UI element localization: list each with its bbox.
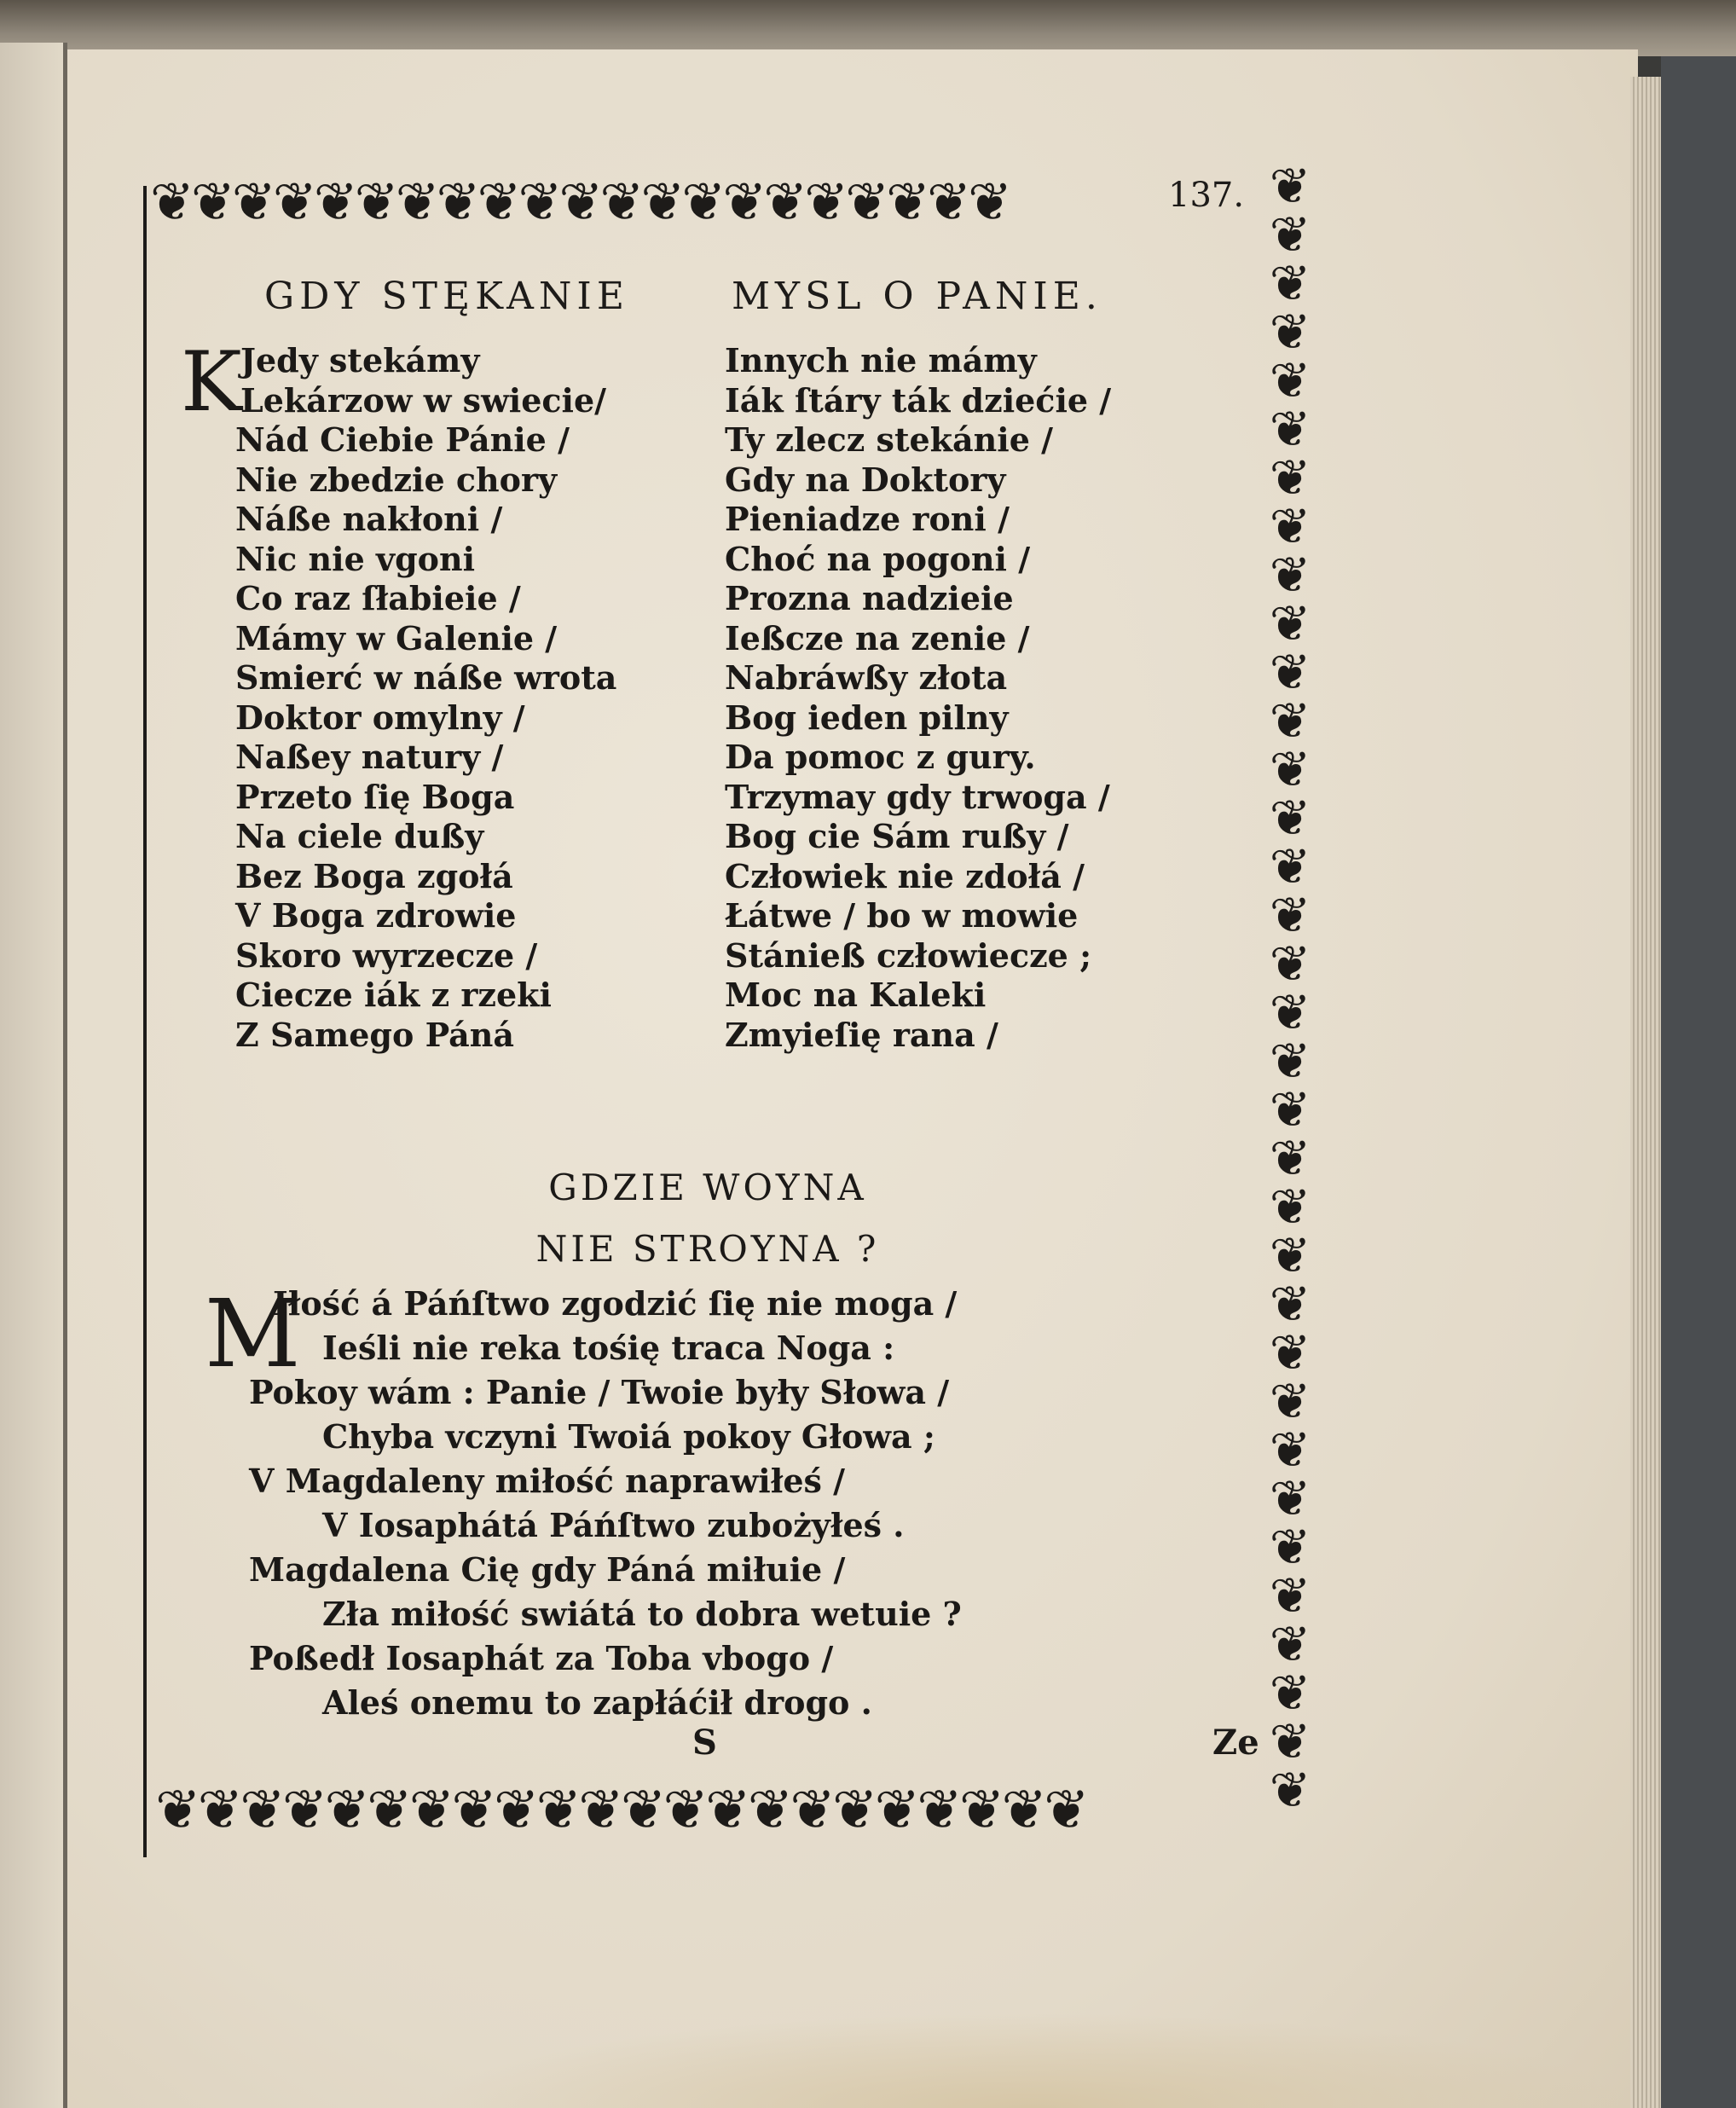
ornament-fleuron-icon: ❦ (272, 171, 314, 233)
ornament-fleuron-icon: ❦ (324, 1779, 367, 1842)
border-rule-left (143, 186, 147, 1857)
ornament-fleuron-icon: ❦ (1269, 789, 1311, 847)
ornament-fleuron-icon: ❦ (790, 1779, 832, 1842)
ornament-fleuron-icon: ❦ (620, 1779, 663, 1842)
ornament-fleuron-icon: ❦ (313, 171, 355, 233)
ornament-fleuron-icon: ❦ (1269, 449, 1311, 507)
ornament-fleuron-icon: ❦ (1269, 1712, 1311, 1770)
ornament-fleuron-icon: ❦ (1269, 1178, 1311, 1236)
poem-line: Lekárzow w swiecie/ (240, 380, 607, 420)
section2-heading-line1: GDZIE WOYNA (548, 1167, 867, 1208)
poem-line: Trzymay gdy trwoga / (725, 777, 1110, 816)
ornament-fleuron-icon: ❦ (1269, 254, 1311, 312)
ornament-fleuron-icon: ❦ (1269, 400, 1311, 458)
ornament-fleuron-icon: ❦ (1269, 303, 1311, 361)
ornament-fleuron-icon: ❦ (663, 1779, 706, 1842)
ornament-fleuron-icon: ❦ (927, 171, 969, 233)
ornament-fleuron-icon: ❦ (886, 171, 928, 233)
ornament-fleuron-icon: ❦ (1269, 1226, 1311, 1284)
ornament-fleuron-icon: ❦ (747, 1779, 790, 1842)
catchword: Ze (1212, 1723, 1259, 1763)
ornament-fleuron-icon: ❦ (231, 171, 273, 233)
ornament-fleuron-icon: ❦ (763, 171, 805, 233)
ornament-fleuron-icon: ❦ (1269, 643, 1311, 701)
ornament-fleuron-icon: ❦ (1269, 1129, 1311, 1187)
ornament-fleuron-icon: ❦ (1269, 1761, 1311, 1819)
ornament-fleuron-icon: ❦ (1269, 1615, 1311, 1673)
ornament-fleuron-icon: ❦ (558, 171, 600, 233)
poem-line: Aleś onemu to zapłáćił drogo . (322, 1683, 872, 1722)
drop-cap: K (181, 334, 242, 430)
ornament-fleuron-icon: ❦ (477, 171, 518, 233)
ornament-fleuron-icon: ❦ (535, 1779, 579, 1842)
ornament-fleuron-icon: ❦ (408, 1779, 452, 1842)
ornament-fleuron-icon: ❦ (155, 1779, 198, 1842)
ornament-fleuron-icon: ❦ (367, 1779, 409, 1842)
poem-line: Mámy w Galenie / (235, 618, 558, 657)
ornament-fleuron-icon: ❦ (705, 1779, 748, 1842)
ornament-fleuron-icon: ❦ (240, 1779, 282, 1842)
drop-cap: M (205, 1279, 301, 1388)
poem-line: Gdy na Doktory (725, 460, 1006, 499)
ornament-fleuron-icon: ❦ (1269, 546, 1311, 604)
poem-line: Prozna nadzieie (725, 579, 1014, 617)
ornament-fleuron-icon: ❦ (722, 171, 764, 233)
poem-line: Przeto ſię Boga (235, 777, 515, 816)
poem-line: Ießcze na zenie / (725, 618, 1030, 657)
poem-line: V Boga zdrowie (235, 896, 517, 935)
ornament-fleuron-icon: ❦ (1269, 1469, 1311, 1527)
poem-line: Smierć w náße wrota (235, 658, 617, 697)
poem-line: Stánieß człowiecze ; (725, 935, 1092, 975)
ornament-border-top (150, 171, 1009, 233)
ornament-fleuron-icon: ❦ (197, 1779, 240, 1842)
ornament-fleuron-icon: ❦ (1269, 837, 1311, 895)
poem-line: Zła miłość swiátá to dobra wetuie ? (322, 1595, 962, 1633)
background (1661, 56, 1736, 2108)
poem-line: Bez Boga zgołá (235, 856, 513, 895)
poem-line: Człowiek nie zdołá / (725, 856, 1085, 895)
ornament-fleuron-icon: ❦ (917, 1779, 959, 1842)
ornament-fleuron-icon: ❦ (1269, 692, 1311, 750)
ornament-border-right (1253, 157, 1327, 1819)
ornament-fleuron-icon: ❦ (1269, 1323, 1311, 1381)
poem-line: V Iosaphátá Páńſtwo zubożyłeś . (322, 1506, 905, 1544)
poem-line: Chyba vczyni Twoiá pokoy Głowa ; (322, 1417, 935, 1456)
section2-heading-line2: NIE STROYNA ? (535, 1228, 880, 1270)
poem-line: Zmyieſię rana / (725, 1015, 998, 1054)
page-stack-edge (1630, 77, 1661, 2108)
poem-line: Ieśli nie reka tośię traca Noga : (322, 1329, 895, 1367)
ornament-fleuron-icon: ❦ (1269, 886, 1311, 944)
ornament-fleuron-icon: ❦ (1269, 740, 1311, 798)
poem-line: Bog cie Sám rußy / (725, 817, 1069, 855)
poem-line: Iłość á Páńſtwo zgodzić ſię nie moga / (273, 1284, 958, 1323)
left-page-edge (0, 43, 67, 2108)
ornament-fleuron-icon: ❦ (1269, 1275, 1311, 1333)
ornament-fleuron-icon: ❦ (845, 171, 887, 233)
ornament-fleuron-icon: ❦ (281, 1779, 325, 1842)
ornament-fleuron-icon: ❦ (395, 171, 437, 233)
signature-mark: S (692, 1723, 717, 1763)
ornament-fleuron-icon: ❦ (451, 1779, 494, 1842)
ornament-fleuron-icon: ❦ (1269, 983, 1311, 1041)
poem-line: Nie zbedzie chory (235, 460, 558, 499)
poem-line: Doktor omylny / (235, 698, 525, 737)
poem-line: Nic nie vgoni (235, 539, 476, 578)
poem-line: Choć na pogoni / (725, 539, 1031, 578)
ornament-fleuron-icon: ❦ (494, 1779, 536, 1842)
ornament-fleuron-icon: ❦ (1269, 594, 1311, 652)
poem-line: Jedy stekámy (240, 341, 480, 379)
ornament-fleuron-icon: ❦ (1269, 935, 1311, 993)
poem-line: Bog ieden pilny (725, 698, 1009, 737)
ornament-fleuron-icon: ❦ (1269, 1032, 1311, 1090)
ornament-fleuron-icon: ❦ (804, 171, 846, 233)
ornament-fleuron-icon: ❦ (1269, 157, 1311, 215)
poem-line: Da pomoc z gury. (725, 738, 1036, 776)
poem-line: Nabráwßy złota (725, 658, 1008, 697)
ornament-fleuron-icon: ❦ (599, 171, 641, 233)
ornament-fleuron-icon: ❦ (1269, 1080, 1311, 1138)
ornament-fleuron-icon: ❦ (1269, 1518, 1311, 1576)
poem-line: Naßey natury / (235, 738, 504, 776)
ornament-fleuron-icon: ❦ (832, 1779, 875, 1842)
ornament-fleuron-icon: ❦ (518, 171, 559, 233)
ornament-fleuron-icon: ❦ (1269, 497, 1311, 555)
ornament-fleuron-icon: ❦ (1044, 1779, 1086, 1842)
ornament-border-bottom (155, 1779, 1086, 1842)
poem-line: Moc na Kaleki (725, 976, 987, 1014)
ornament-fleuron-icon: ❦ (354, 171, 396, 233)
ornament-fleuron-icon: ❦ (578, 1779, 621, 1842)
book-top-edge (0, 0, 1736, 56)
section1-heading-right: MYSL O PANIE. (732, 275, 1102, 318)
ornament-fleuron-icon: ❦ (150, 171, 191, 233)
water-stain (426, 2012, 1637, 2108)
section1-heading-left: GDY STĘKANIE (264, 275, 629, 318)
poem-line: Co raz ſłabieie / (235, 579, 521, 617)
poem-line: Na ciele dußy (235, 817, 484, 855)
ornament-fleuron-icon: ❦ (1269, 1372, 1311, 1430)
poem-line: Ty zlecz stekánie / (725, 420, 1053, 459)
poem-line: Innych nie mámy (725, 341, 1037, 379)
poem-line: Łátwe / bo w mowie (725, 896, 1079, 935)
ornament-fleuron-icon: ❦ (874, 1779, 917, 1842)
poem-line: Náße nakłoni / (235, 500, 503, 538)
ornament-fleuron-icon: ❦ (1269, 1421, 1311, 1479)
ornament-fleuron-icon: ❦ (436, 171, 477, 233)
ornament-fleuron-icon: ❦ (958, 1779, 1002, 1842)
ornament-fleuron-icon: ❦ (1001, 1779, 1044, 1842)
poem-line: Z Samego Páná (235, 1015, 514, 1054)
poem-line: V Magdaleny miłość naprawiłeś / (249, 1462, 845, 1500)
ornament-fleuron-icon: ❦ (190, 171, 232, 233)
page-number: 137. (1168, 176, 1245, 215)
poem-line: Iák ſtáry ták dziećie / (725, 380, 1112, 420)
poem-line: Pieniadze roni / (725, 500, 1010, 538)
poem-line: Poßedł Iosaphát za Toba vbogo / (249, 1639, 834, 1677)
ornament-fleuron-icon: ❦ (1269, 1567, 1311, 1624)
poem-line: Ciecze iák z rzeki (235, 976, 552, 1014)
poem-line: Pokoy wám : Panie / Twoie były Słowa / (249, 1373, 950, 1411)
ornament-fleuron-icon: ❦ (968, 171, 1010, 233)
poem-line: Nád Ciebie Pánie / (235, 420, 570, 459)
ornament-fleuron-icon: ❦ (1269, 206, 1311, 264)
ornament-fleuron-icon: ❦ (1269, 1664, 1311, 1722)
poem-line: Skoro wyrzecze / (235, 935, 538, 975)
ornament-fleuron-icon: ❦ (1269, 351, 1311, 409)
poem-line: Magdalena Cię gdy Páná miłuie / (249, 1550, 846, 1589)
ornament-fleuron-icon: ❦ (681, 171, 723, 233)
ornament-fleuron-icon: ❦ (640, 171, 682, 233)
